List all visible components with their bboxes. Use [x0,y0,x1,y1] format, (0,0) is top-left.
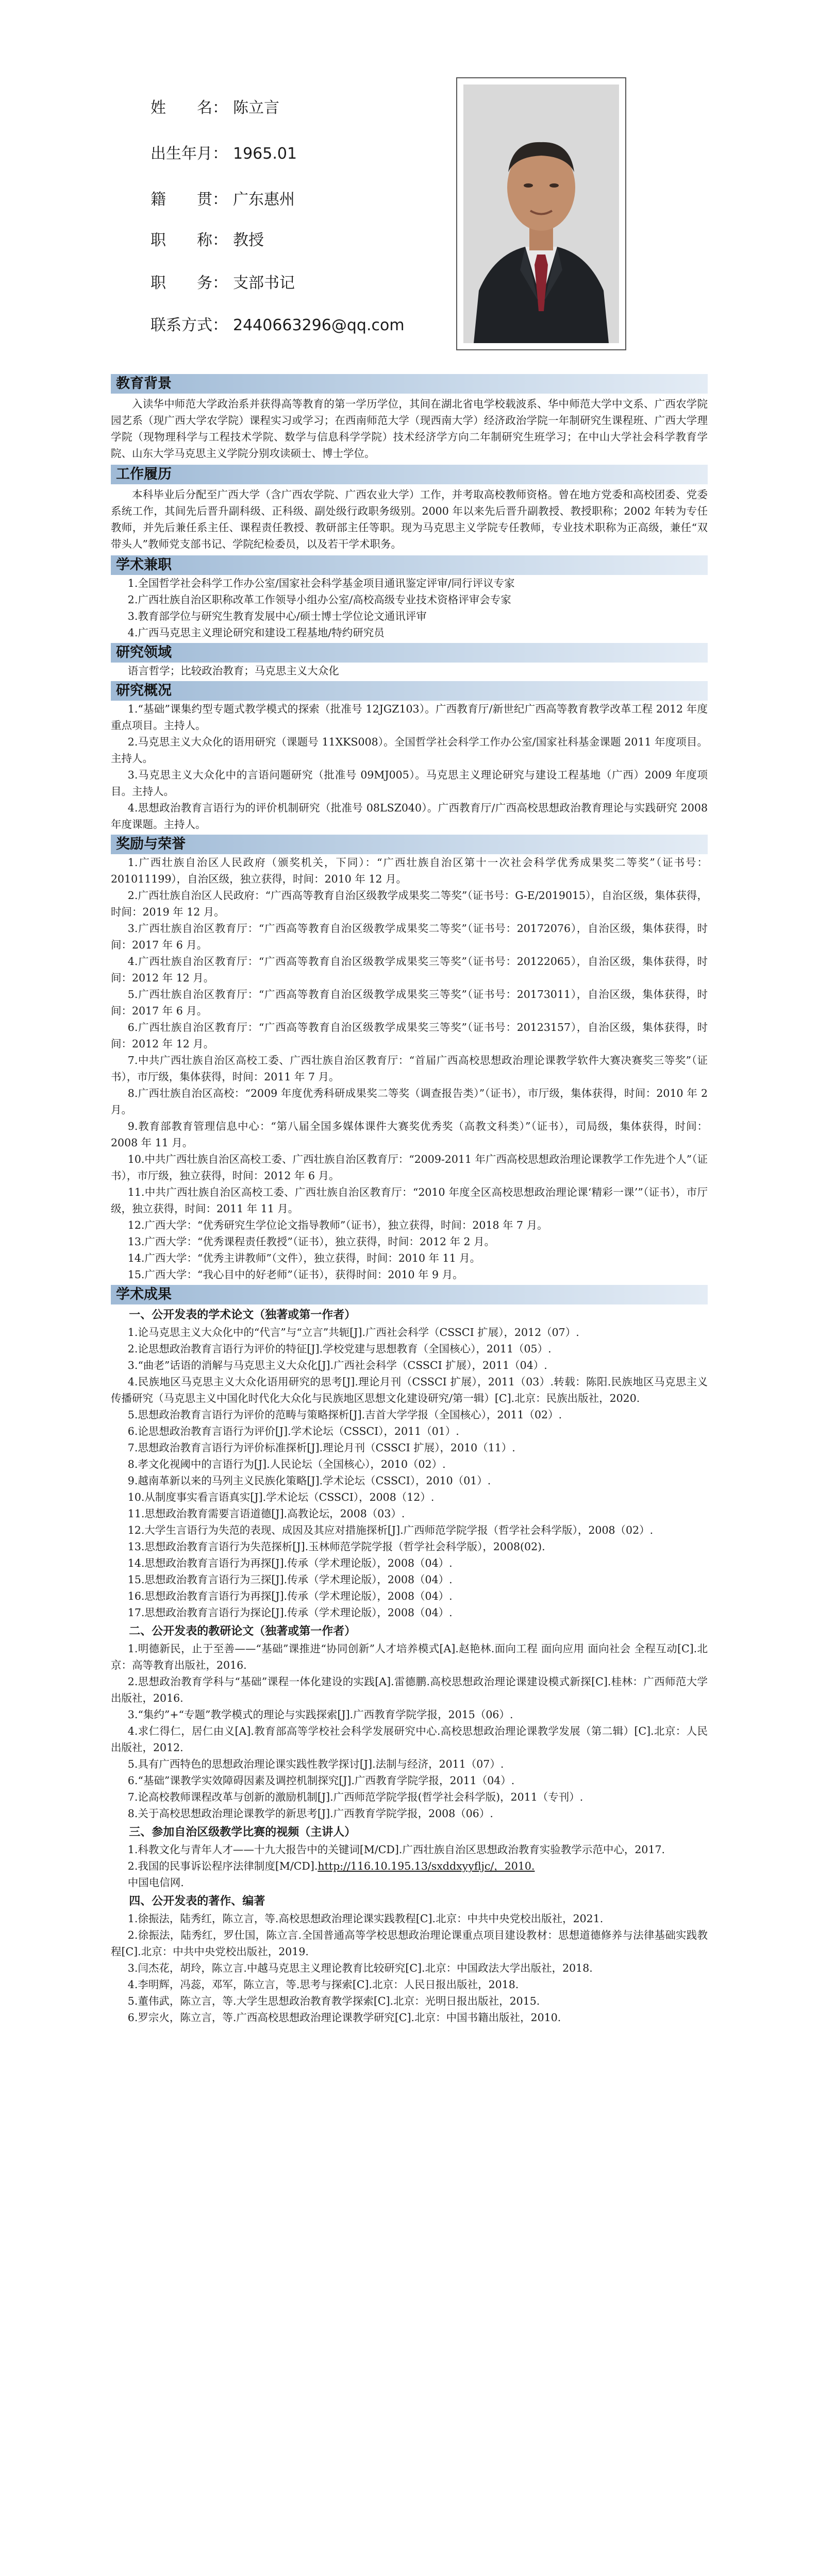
position-row [151,273,295,294]
list-item: 7.中共广西壮族自治区高校工委、广西壮族自治区教育厅：“首届广西高校思想政治理论课教学软件大赛决赛奖三等奖”（证书），市厅级，集体获得，时间：2011 年 7 月。 [111,1054,708,1083]
list-item: 12.大学生言语行为失范的表现、成因及其应对措施探析[J].广西师范学院学报（哲学社会科学版），2008（02）. [127,1524,654,1536]
title-value: 教授 [233,231,264,249]
list-item: 5.具有广西特色的思想政治理论课实践性教学探讨[J].法制与经济，2011（07）. [127,1758,504,1770]
list-item: 3.马克思主义大众化中的言语问题研究（批准号 09MJ005）。马克思主义理论研究与建设工程基地（广西）2009 年度项目。主持人。 [111,769,708,798]
list-item: 11.中共广西壮族自治区高校工委、广西壮族自治区教育厅：“2010 年度全区高校思想政治理论课‘精彩一课’”（证书），市厅级，独立获得，时间：2011 年 11 月。 [111,1186,708,1215]
birth-value: 1965.01 [233,145,297,163]
resume-content [111,372,708,2026]
list-item: 2.论思想政治教育言语行为评价的特征[J].学校党建与思想教育（全国核心），2011（05）. [127,1343,552,1355]
list-item: 14.思想政治教育言语行为再探[J].传承（学术理论版），2008（04）. [127,1557,453,1569]
achievements-heading: 学术成果 [111,1285,708,1304]
list-item: 1.科教文化与青年人才——十九大报告中的关键词[M/CD].广西壮族自治区思想政治教育实验教学示范中心，2017. [127,1843,665,1856]
portrait-frame [456,77,626,350]
portrait-illustration [463,84,619,343]
contact-value[interactable]: 2440663296@qq.com [233,316,405,334]
video-link[interactable]: http://116.10.195.13/sxddxyyfljc/，2010. [318,1860,535,1872]
books-subheading: 四、公开发表的著作、编著 [129,1895,265,1908]
list-item: 4.思想政治教育言语行为的评价机制研究（批准号 08LSZ040）。广西教育厅/广西高校思想政治教育理论与实践研究 2008 年度课题。主持人。 [111,802,708,831]
teaching-papers-list [111,1640,708,1822]
awards-list [111,854,708,1283]
list-item: 15.广西大学：“我心目中的好老师”（证书），获得时间：2010 年 9 月。 [127,1268,463,1281]
list-item: 2.思想政治教育学科与“基础”课程一体化建设的实践[A].雷德鹏.高校思想政治理论课建设模式新探[C].桂林：广西师范大学出版社，2016. [111,1675,708,1704]
position-label: 职 务： [151,274,228,292]
papers-subheading: 一、公开发表的学术论文（独著或第一作者） [129,1309,356,1321]
name-value: 陈立言 [233,99,279,117]
list-item: 4.广西壮族自治区教育厅：“广西高等教育自治区级教学成果奖三等奖”（证书号：20122065），自治区级，集体获得，时间：2012 年 12 月。 [111,955,708,984]
contact-row [151,315,405,336]
portrait-photo [463,84,619,343]
list-item: 13.广西大学：“优秀课程责任教授”（证书），独立获得，时间：2012 年 2 月。 [127,1235,495,1248]
research-overview-list [111,701,708,833]
list-item: 9.越南革新以来的马列主义民族化策略[J].学术论坛（CSSCI），2010（01）. [127,1475,491,1487]
awards-heading: 奖励与荣誉 [111,835,708,854]
research-field-heading: 研究领域 [111,643,708,663]
position-value: 支部书记 [233,274,295,292]
list-item: 5.董伟武，陈立言，等.大学生思想政治教育教学探索[C].北京：光明日报出版社，2015. [127,1995,540,2007]
list-item: 3.“曲老”话语的消解与马克思主义大众化[J].广西社会科学（CSSCI 扩展），2011（04）. [127,1359,547,1371]
list-item: 1.明德新民，止于至善——“基础”课推进“协同创新”人才培养模式[A].赵艳林.面向工程 面向应用 面向社会 全程互动[C].北京：高等教育出版社，2016. [111,1642,708,1671]
teaching-papers-subheading: 二、公开发表的教研论文（独著或第一作者） [129,1625,356,1638]
research-field-text: 语言哲学；比较政治教育；马克思主义大众化 [127,665,339,677]
list-item: 8.孝文化视阈中的言语行为[J].人民论坛（全国核心），2010（02）. [127,1458,446,1470]
academic-roles-list [111,575,708,641]
list-item: 2.广西壮族自治区人民政府：“广西高等教育自治区级教学成果奖二等奖”（证书号：G-E/2019015），自治区级，集体获得，时间：2019 年 12 月。 [111,889,708,918]
list-item: 9.教育部教育管理信息中心：“第八届全国多媒体课件大赛奖优秀奖（高教文科类）”（证书），司局级，集体获得，时间：2008 年 11 月。 [111,1120,708,1149]
list-item: 17.思想政治教育言语行为探论[J].传承（学术理论版），2008（04）. [127,1606,453,1619]
list-item: 4.民族地区马克思主义大众化语用研究的思考[J].理论月刊（CSSCI 扩展），2011（03）.转载：陈阳.民族地区马克思主义传播研究（马克思主义中国化时代化大众化与民族地区思想文化建设研究/第一辑）[C].北京：民族出版社，2020. [111,1376,708,1404]
papers-list [111,1324,708,1621]
list-item: 10.从制度事实看言语真实[J].学术论坛（CSSCI），2008（12）. [127,1491,435,1503]
title-row [151,230,264,251]
list-item: 1.广西壮族自治区人民政府（颁奖机关，下同）：“广西壮族自治区第十一次社会科学优秀成果奖二等奖”（证书号：201011199），自治区级，独立获得，时间：2010 年 12 月。 [111,856,708,885]
contact-label: 联系方式： [151,316,228,334]
list-item: 12.广西大学：“优秀研究生学位论文指导教师”（证书），独立获得，时间：2018 年 7 月。 [127,1219,548,1231]
list-item: 13.思想政治教育言语行为失范探析[J].玉林师范学院学报（哲学社会科学版），2008(02). [127,1540,545,1553]
list-item: 16.思想政治教育言语行为再探[J].传承（学术理论版），2008（04）. [127,1590,453,1602]
title-label: 职 称： [151,231,228,249]
education-heading: 教育背景 [111,374,708,394]
work-heading: 工作履历 [111,465,708,484]
list-item: 3.广西壮族自治区教育厅：“广西高等教育自治区级教学成果奖二等奖”（证书号：20172076），自治区级，集体获得，时间：2017 年 6 月。 [111,922,708,951]
books-list [111,1910,708,2026]
list-item: 11.思想政治教育需要言语道德[J].高教论坛，2008（03）. [127,1507,405,1520]
list-item: 8.广西壮族自治区高校：“2009 年度优秀科研成果奖二等奖（调查报告类）”（证书），市厅级，集体获得，时间：2010 年 2 月。 [111,1087,708,1116]
name-label: 姓 名： [151,99,228,117]
birth-label: 出生年月： [151,145,228,163]
name-row [151,98,279,118]
list-item: 6.广西壮族自治区教育厅：“广西高等教育自治区级教学成果奖三等奖”（证书号：20123157），自治区级，集体获得，时间：2012 年 12 月。 [111,1021,708,1050]
video-subheading: 三、参加自治区级教学比赛的视频（主讲人） [129,1826,356,1839]
research-overview-heading: 研究概况 [111,681,708,701]
list-item: 5.思想政治教育言语行为评价的范畴与策略探析[J].吉首大学学报（全国核心），2011（02）. [127,1409,562,1421]
list-item: 14.广西大学：“优秀主讲教师”（文件），独立获得，时间：2010 年 11 月。 [127,1252,481,1264]
list-item: 7.思想政治教育言语行为评价标准探析[J].理论月刊（CSSCI 扩展），2010（11）. [127,1442,515,1454]
list-item [111,1858,708,1874]
list-item: 1.“基础”课集约型专题式教学模式的探索（批准号 12JGZ103）。广西教育厅/新世纪广西高等教育教学改革工程 2012 年度重点项目。主持人。 [111,703,708,732]
video-list [111,1841,708,1891]
list-item: 3.“集约”+“专题”教学模式的理论与实践探索[J].广西教育学院学报，2015（06）. [127,1708,513,1721]
list-item: 8.关于高校思想政治理论课教学的新思考[J].广西教育学院学报，2008（06）. [127,1807,493,1820]
list-item: 4.广西马克思主义理论研究和建设工程基地/特约研究员 [127,626,385,639]
list-item: 4.求仁得仁，居仁由义[A].教育部高等学校社会科学发展研究中心.高校思想政治理论课教学发展（第二辑）[C].北京：人民出版社，2012. [111,1725,708,1754]
list-item: 1.徐振法，陆秀红，陈立言，等.高校思想政治理论课实践教程[C].北京：中共中央党校出版社，2021. [127,1912,604,1925]
list-item: 6.论思想政治教育言语行为评价[J].学术论坛（CSSCI），2011（01）. [127,1425,459,1437]
list-item: 10.中共广西壮族自治区高校工委、广西壮族自治区教育厅：“2009-2011 年广西高校思想政治理论课教学工作先进个人”（证书），市厅级，独立获得，时间：2012 年 6 月。 [111,1153,708,1182]
list-item: 2.徐振法，陆秀红，罗仕国，陈立言.全国普通高等学校思想政治理论课重点项目建设教材：思想道德修养与法律基础实践教程[C].北京：中共中央党校出版社，2019. [111,1929,708,1958]
origin-value: 广东惠州 [233,191,295,209]
origin-label: 籍 贯： [151,191,228,209]
list-item: 7.论高校教师课程改革与创新的激励机制[J].广西师范学院学报(哲学社会科学版)，2011（专刊）. [127,1791,583,1803]
origin-row [151,190,295,210]
list-item: 3.教育部学位与研究生教育发展中心/硕士博士学位论文通讯评审 [127,610,427,622]
list-item: 6.“基础”课教学实效障碍因素及调控机制探究[J].广西教育学院学报，2011（04）. [127,1774,515,1787]
list-item: 15.思想政治教育言语行为三探[J].传承（学术理论版），2008（04）. [127,1573,453,1586]
work-text: 本科毕业后分配至广西大学（含广西农学院、广西农业大学）工作，并考取高校教师资格。曾在地方党委和高校团委、党委系统工作，其间先后晋升副科级、正科级、副处级行政职务级别。2000 年以来先后晋升副教授、教授职称；2002 年转为专任教师，并先后兼任系主任、课程责任教授、教研部主任等职。现为马克思主义学院专任教师，专业技术职称为正高级，兼任“双带头人”教师党支部书记、学院纪检委员，以及若干学术职务。 [111,488,708,550]
birth-row [151,144,297,164]
list-item: 5.广西壮族自治区教育厅：“广西高等教育自治区级教学成果奖三等奖”（证书号：20173011），自治区级，集体获得，时间：2017 年 6 月。 [111,988,708,1017]
list-item: 中国电信网. [127,1876,184,1889]
profile-section [0,0,818,371]
list-item: 6.罗宗火，陈立言，等.广西高校思想政治理论课教学研究[C].北京：中国书籍出版社，2010. [127,2011,561,2024]
academic-roles-heading: 学术兼职 [111,555,708,575]
list-item: 2.马克思主义大众化的语用研究（课题号 11XKS008）。全国哲学社会科学工作办公室/国家社科基金课题 2011 年度项目。主持人。 [111,736,708,765]
list-item: 4.李明辉，冯蕊，邓军，陈立言，等.思考与探索[C].北京：人民日报出版社，2018. [127,1978,519,1991]
list-item: 2.广西壮族自治区职称改革工作领导小组办公室/高校高级专业技术资格评审会专家 [127,594,511,606]
list-item: 1.论马克思主义大众化中的“代言”与“立言”共轭[J].广西社会科学（CSSCI 扩展），2012（07）. [127,1326,579,1338]
video-item-text: 2.我国的民事诉讼程序法律制度[M/CD]. [127,1860,318,1872]
education-text: 入读华中师范大学政治系并获得高等教育的第一学历学位，其间在湖北省电学校载波系、华中师范大学中文系、广西农学院园艺系（现广西大学农学院）课程实习或学习；在西南师范大学（现西南大学）经济政治学院一年制研究生课程班、广西大学理学院（现物理科学与工程技术学院、数学与信息科学学院）技术经济学方向二年制研究生班学习；在中山大学社会科学教育学院、山东大学马克思主义学院分别攻读硕士、博士学位。 [111,398,708,460]
list-item: 1.全国哲学社会科学工作办公室/国家社会科学基金项目通讯鉴定评审/同行评议专家 [127,577,515,589]
list-item: 3.闫杰花，胡玲，陈立言.中越马克思主义理论教育比较研究[C].北京：中国政法大学出版社，2018. [127,1962,593,1974]
